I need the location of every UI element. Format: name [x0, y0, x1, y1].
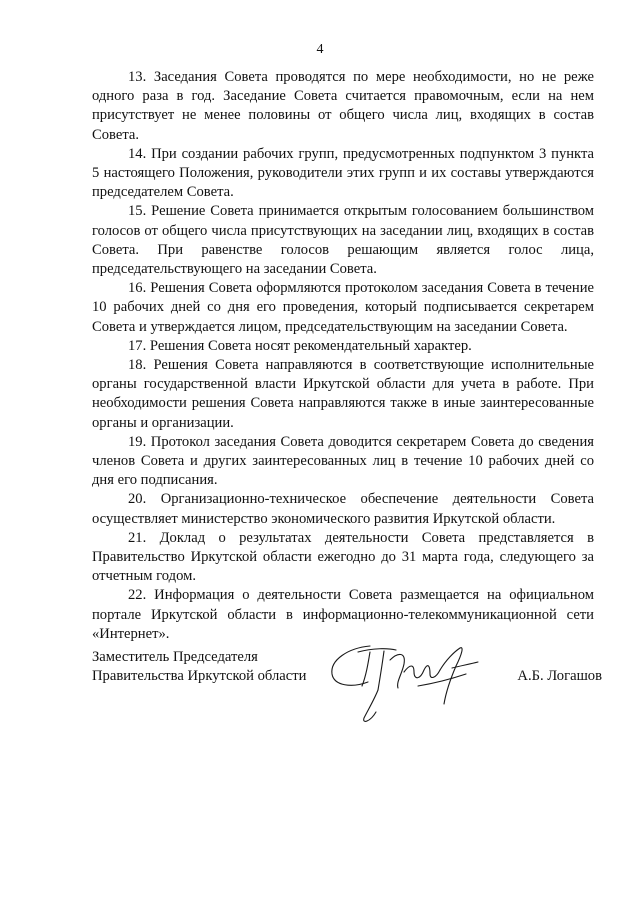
signatory-title-line-1: Заместитель Председателя: [92, 649, 258, 665]
paragraph-19: 19. Протокол заседания Совета доводится секретарем Совета до сведения членов Совета и других заинтересованных лиц в течение 10 рабочих дней со дня его подписания.: [92, 433, 594, 489]
signature-block: [92, 648, 602, 728]
handwritten-signature-icon: [318, 638, 498, 733]
paragraph-14: 14. При создании рабочих групп, предусмотренных подпунктом 3 пункта 5 настоящего Положения, руководители этих групп и их составы утверждаются председателем Совета.: [92, 145, 594, 201]
paragraph-22: 22. Информация о деятельности Совета размещается на официальном портале Иркутской области в информационно-телекоммуникационной сети «Интернет».: [92, 587, 594, 642]
paragraph-16: 16. Решения Совета оформляются протоколом заседания Совета в течение 10 рабочих дней со дня его проведения, который подписывается секретарем Совета и утверждается лицом, председательствующим на заседании Совета.: [92, 280, 594, 335]
signatory-title: [92, 648, 352, 686]
paragraph-13: 13. Заседания Совета проводятся по мере необходимости, но не реже одного раза в год. Заседание Совета считается правомочным, если на нем присутствует не менее половины от общего числа лиц, входящих в состав Совета.: [92, 69, 594, 143]
paragraph-17: 17. Решения Совета носят рекомендательный характер.: [128, 337, 472, 354]
paragraph-21: 21. Доклад о результатах деятельности Совета представляется в Правительство Иркутской области ежегодно до 31 марта года, следующего за отчетным годом.: [92, 529, 594, 585]
document-body: [92, 68, 594, 644]
paragraph-20: 20. Организационно-техническое обеспечение деятельности Совета осуществляет министерство экономического развития Иркутской области.: [92, 491, 594, 527]
signatory-title-line-2: Правительства Иркутской области: [92, 668, 307, 685]
page-number: 4: [316, 42, 324, 57]
paragraph-18: 18. Решения Совета направляются в соответствующие исполнительные органы государственной власти Иркутской области для учета в работе. При необходимости решения Совета направляются также в иные заинтересованные органы и организации.: [92, 357, 594, 431]
paragraph-15: 15. Решение Совета принимается открытым голосованием большинством голосов от общего числа присутствующих на заседании лиц, входящих в состав Совета. При равенстве голосов решающим является голос лица, председательствующего на заседании Совета.: [92, 203, 594, 278]
signatory-name: А.Б. Логашов: [517, 668, 602, 684]
